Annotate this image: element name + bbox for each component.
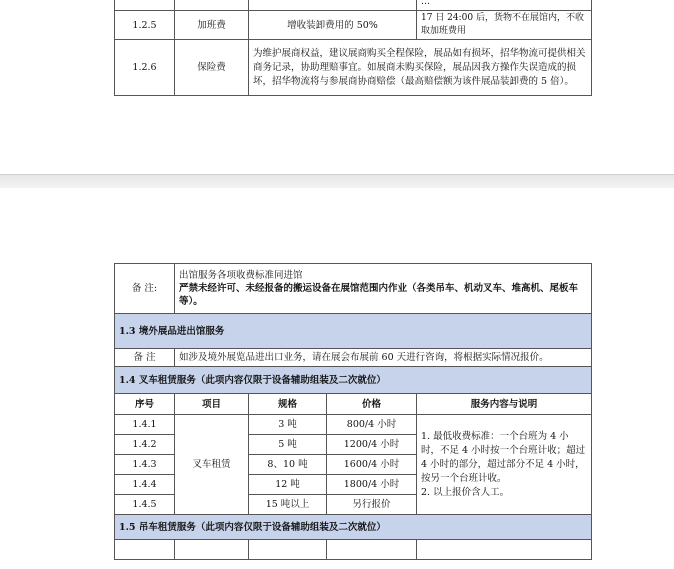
cell-empty xyxy=(327,540,417,560)
column-headers xyxy=(115,394,592,415)
cell-spec: 12 吨 xyxy=(249,475,327,495)
note-label: 备 注 xyxy=(115,349,175,367)
section-1-3-header xyxy=(115,314,592,349)
cell-empty xyxy=(417,540,592,560)
section-title: 1.5 吊车租赁服务（此项内容仅限于设备辅助组装及二次就位） xyxy=(115,515,592,540)
section-title: 1.3 境外展品进出馆服务 xyxy=(115,314,592,349)
cell-item: 保险费 xyxy=(175,40,249,96)
cell-item xyxy=(175,0,249,11)
col-header-desc: 服务内容与说明 xyxy=(417,394,592,415)
cell-code: 1.4.5 xyxy=(115,495,175,515)
col-header-index: 序号 xyxy=(115,394,175,415)
col-header-item: 项目 xyxy=(175,394,249,415)
cell-code: 1.2.5 xyxy=(115,11,175,40)
table-row xyxy=(115,540,592,560)
remarks-content xyxy=(175,264,592,314)
cell-price: 1800/4 小时 xyxy=(327,475,417,495)
cell-spec: 15 吨以上 xyxy=(249,495,327,515)
cell-spec: 3 吨 xyxy=(249,415,327,435)
table-row xyxy=(115,40,592,96)
page-gap xyxy=(0,174,674,189)
fee-table-bottom xyxy=(114,263,592,560)
remarks-line-1: 出馆服务各项收费标准同进馆 xyxy=(179,270,303,281)
cell-price: 1600/4 小时 xyxy=(327,455,417,475)
cell-desc: 为维护展商权益，建议展商购买全程保险，展品如有损坏，招华物流可提供相关商务记录，协助理赔事宜。如展商未购买保险，展品因我方操作失误造成的损坏，招华物流将与参展商协商赔偿（最高赔偿额为该件展品装卸费的 5 倍）。 xyxy=(249,40,592,96)
cell-item: 叉车租赁 xyxy=(175,415,249,515)
note-text: 如涉及境外展览品进出口业务，请在展会布展前 60 天进行咨询，将根据实际情况报价。 xyxy=(175,349,592,367)
cell-empty xyxy=(175,540,249,560)
table-row xyxy=(115,0,592,11)
page-top xyxy=(0,0,674,174)
cell-empty xyxy=(115,540,175,560)
cell-code: 1.2.6 xyxy=(115,40,175,96)
desc-line-2: 2. 以上报价含人工。 xyxy=(421,486,510,498)
section-1-4-header xyxy=(115,367,592,394)
cell-note: … xyxy=(417,0,592,11)
cell-code: 1.4.1 xyxy=(115,415,175,435)
cell-code: 1.4.4 xyxy=(115,475,175,495)
cell-item: 加班费 xyxy=(175,11,249,40)
cell-price: 另行报价 xyxy=(327,495,417,515)
cell-service-desc xyxy=(417,415,592,515)
cell-code: 1.4.3 xyxy=(115,455,175,475)
section-1-3-note-row xyxy=(115,349,592,367)
cell-fee: 增收装卸费用的 50% xyxy=(249,11,417,40)
table-row xyxy=(115,415,592,435)
cell-code: 1.4.2 xyxy=(115,435,175,455)
remarks-row xyxy=(115,264,592,314)
col-header-price: 价格 xyxy=(327,394,417,415)
cell-code xyxy=(115,0,175,11)
cell-empty xyxy=(249,540,327,560)
desc-line-1: 1. 最低收费标准：一个台班为 4 小时，不足 4 小时按一个台班计收；超过 4 小时的部分，超过部分不足 4 小时，按另一个台班计收。 xyxy=(421,430,586,484)
fee-table-top xyxy=(114,0,592,96)
cell-spec: 8、10 吨 xyxy=(249,455,327,475)
cell-price: 800/4 小时 xyxy=(327,415,417,435)
remarks-label: 备 注: xyxy=(115,264,175,314)
table-row xyxy=(115,11,592,40)
cell-price: 1200/4 小时 xyxy=(327,435,417,455)
page-bottom xyxy=(0,188,674,569)
cell-note: 17 日 24:00 后，货物不在展馆内，不收取加班费用 xyxy=(417,11,592,40)
remarks-line-2: 严禁未经许可、未经报备的搬运设备在展馆范围内作业（各类吊车、机动叉车、堆高机、尾板车等）。 xyxy=(179,283,579,307)
cell-fee xyxy=(249,0,417,11)
section-1-5-header xyxy=(115,515,592,540)
col-header-spec: 规格 xyxy=(249,394,327,415)
cell-spec: 5 吨 xyxy=(249,435,327,455)
section-title: 1.4 叉车租赁服务（此项内容仅限于设备辅助组装及二次就位） xyxy=(115,367,592,394)
